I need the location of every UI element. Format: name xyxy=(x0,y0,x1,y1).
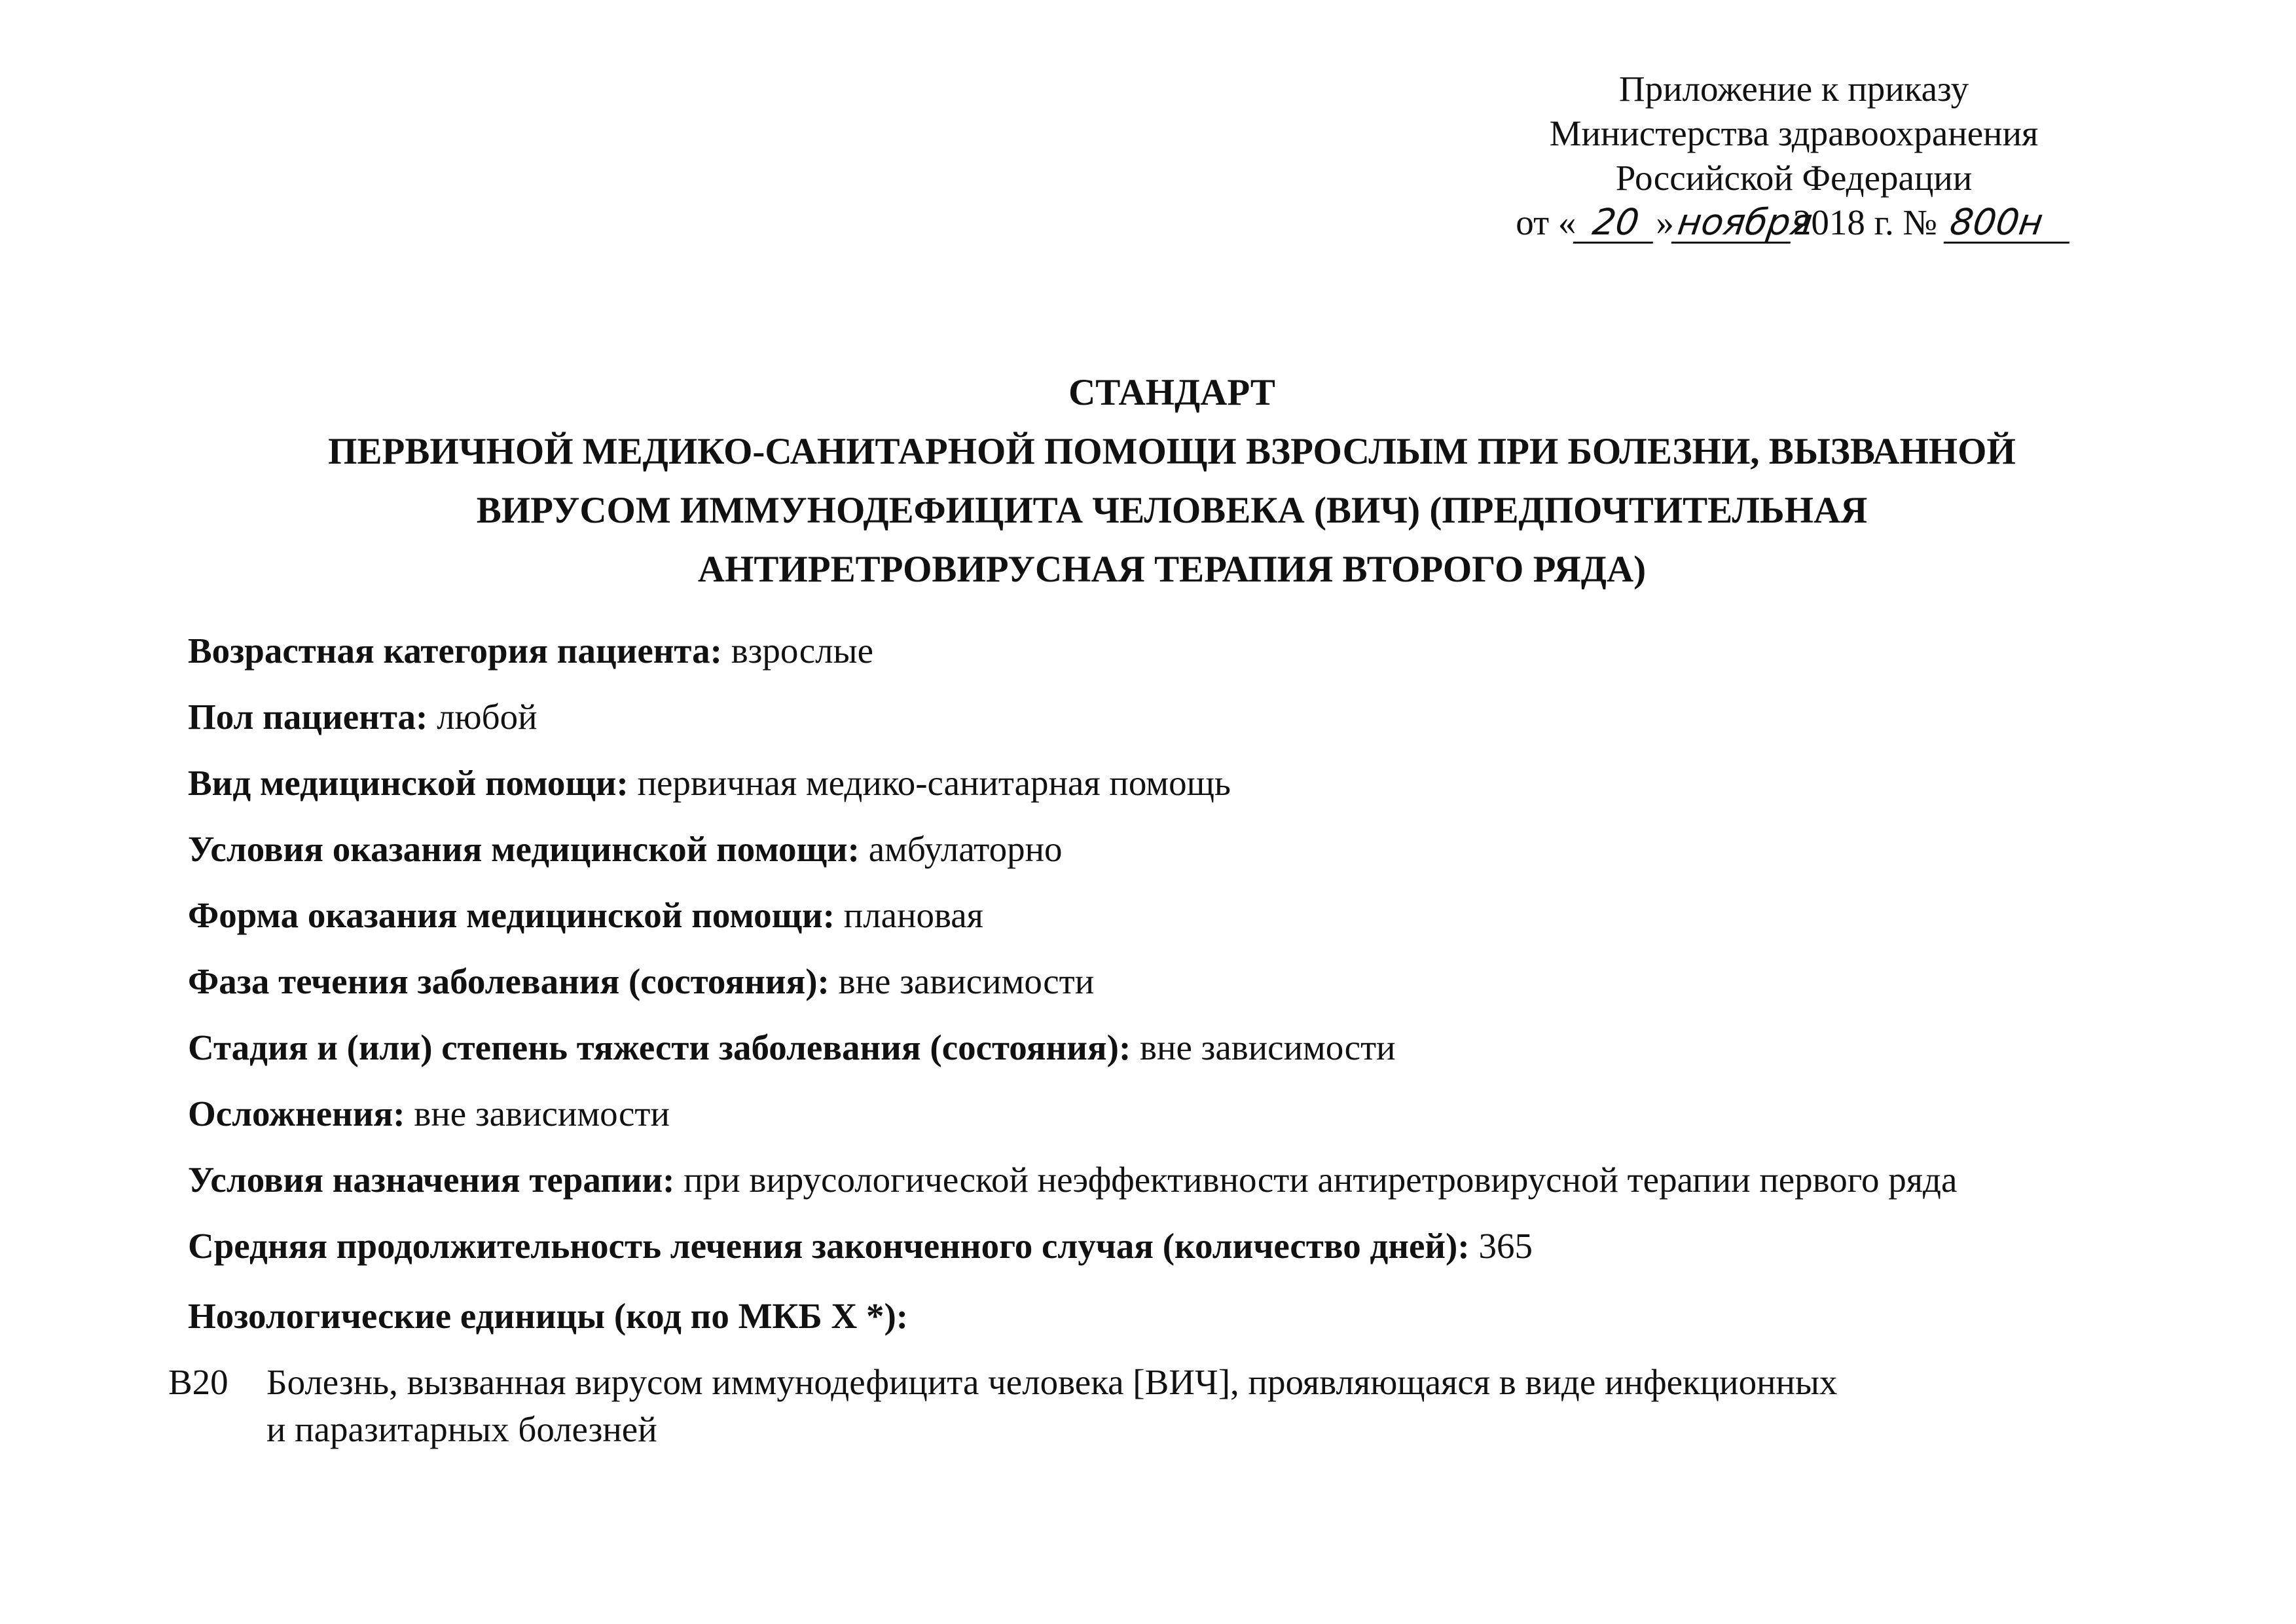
field-treatment-duration xyxy=(188,1224,2152,1290)
icd-description-line-1: Болезнь, вызванная вирусом иммунодефицита человека [ВИЧ], проявляющаяся в виде инфекционных xyxy=(266,1362,1838,1402)
field-value: первичная медико-санитарная помощь xyxy=(628,763,1231,803)
field-disease-stage xyxy=(188,1025,2152,1092)
icd-code: B20 xyxy=(168,1362,228,1402)
order-year-text: 2018 г. № xyxy=(1793,202,1937,242)
order-number-handwritten: 800н xyxy=(1943,202,2075,244)
field-label: Фаза течения заболевания (состояния): xyxy=(188,961,829,1001)
field-label: Стадия и (или) степень тяжести заболевания (состояния): xyxy=(188,1027,1131,1067)
order-appendix-header xyxy=(1440,67,2147,245)
field-value: при вирусологической неэффективности антиретровирусной терапии первого ряда xyxy=(674,1160,1958,1200)
order-day-handwritten: 20 xyxy=(1573,202,1659,244)
field-care-conditions xyxy=(188,827,2152,893)
order-prefix: от « xyxy=(1516,202,1576,242)
field-value: вне зависимости xyxy=(405,1094,670,1134)
federation-line: Российской Федерации xyxy=(1615,158,1973,198)
title-line-4: АНТИРЕТРОВИРУСНАЯ ТЕРАПИЯ ВТОРОГО РЯДА) xyxy=(697,549,1647,590)
field-value: амбулаторно xyxy=(859,829,1063,869)
title-line-3: ВИРУСОМ ИММУНОДЕФИЦИТА ЧЕЛОВЕКА (ВИЧ) (ПРЕДПОЧТИТЕЛЬНАЯ xyxy=(476,490,1868,531)
field-value: 365 xyxy=(1469,1226,1533,1266)
appendix-line: Приложение к приказу xyxy=(1618,69,1969,109)
field-age-category xyxy=(188,629,2152,695)
order-month-handwritten: ноября xyxy=(1671,202,1796,244)
ministry-line: Министерства здравоохранения xyxy=(1549,113,2039,153)
field-label: Условия оказания медицинской помощи: xyxy=(188,829,860,869)
field-sex xyxy=(188,695,2152,761)
field-value: взрослые xyxy=(721,631,873,671)
standard-parameters xyxy=(188,629,2152,1290)
field-value: вне зависимости xyxy=(1131,1027,1396,1067)
field-label: Условия назначения терапии: xyxy=(188,1160,675,1200)
field-label: Осложнения: xyxy=(188,1094,405,1134)
field-care-type xyxy=(188,761,2152,827)
field-value: любой xyxy=(428,697,538,737)
field-label: Средняя продолжительность лечения законченного случая (количество дней): xyxy=(188,1226,1470,1266)
field-label: Вид медицинской помощи: xyxy=(188,763,629,803)
field-disease-phase xyxy=(188,959,2152,1025)
icd-description-line-2: и паразитарных болезней xyxy=(266,1409,657,1449)
field-label: Возрастная категория пациента: xyxy=(188,631,722,671)
field-complications xyxy=(188,1092,2152,1158)
title-line-2: ПЕРВИЧНОЙ МЕДИКО-САНИТАРНОЙ ПОМОЩИ ВЗРОСЛЫМ ПРИ БОЛЕЗНИ, ВЫЗВАННОЙ xyxy=(328,431,2016,472)
order-mid: » xyxy=(1656,202,1674,242)
field-value: вне зависимости xyxy=(829,961,1095,1001)
field-label: Форма оказания медицинской помощи: xyxy=(188,895,835,935)
icd-list-item xyxy=(168,1359,2132,1453)
icd-heading: Нозологические единицы (код по МКБ X *): xyxy=(188,1296,909,1336)
field-care-form xyxy=(188,893,2152,959)
field-value: плановая xyxy=(835,895,983,935)
icd-description xyxy=(266,1359,2132,1453)
field-label: Пол пациента: xyxy=(188,697,428,737)
order-date-number-line xyxy=(1440,200,2147,245)
field-therapy-conditions xyxy=(188,1158,2152,1224)
title-standard: СТАНДАРТ xyxy=(1068,372,1275,413)
document-title xyxy=(196,363,2147,599)
